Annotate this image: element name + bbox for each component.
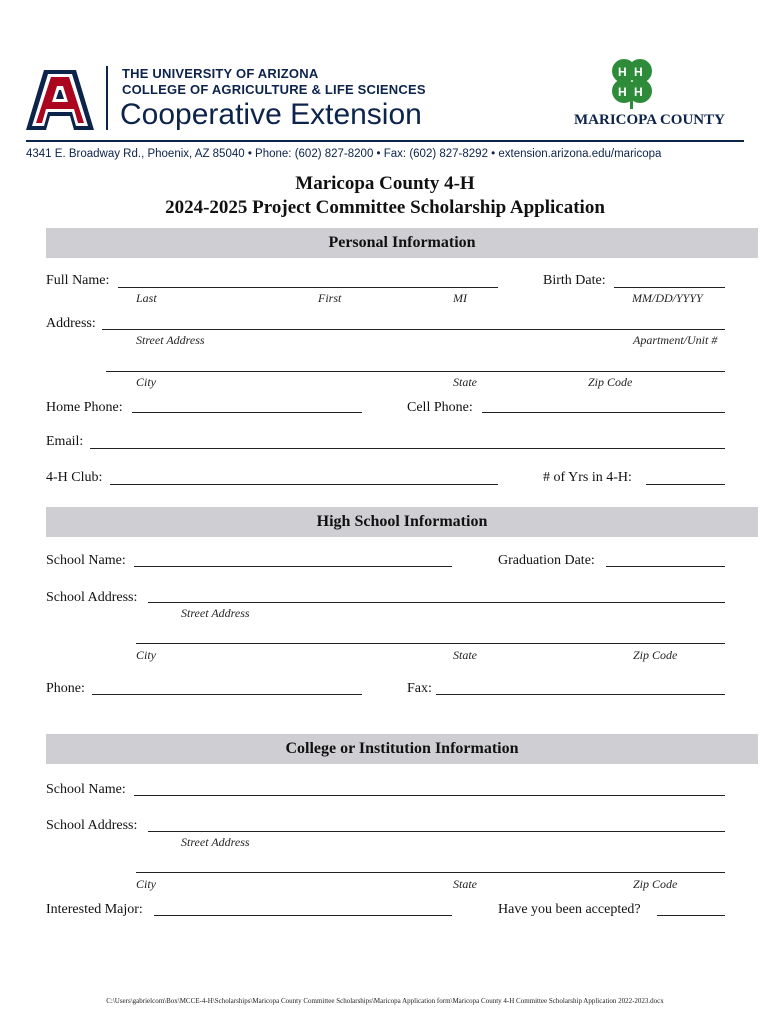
personal-info-header: [46, 228, 758, 258]
home-phone-label: Home Phone:: [46, 400, 123, 415]
ua-logo: [24, 68, 96, 134]
hs-state-hint: State: [453, 648, 477, 662]
logo-divider: [106, 66, 108, 130]
interested-major-field[interactable]: [154, 915, 452, 916]
hs-zip-hint: Zip Code: [633, 648, 678, 662]
hs-fax-label: Fax:: [407, 681, 432, 696]
college-city-state-zip-field[interactable]: [136, 872, 725, 873]
college-info-heading: College or Institution Information: [285, 740, 519, 757]
cell-phone-label: Cell Phone:: [407, 400, 473, 415]
svg-text:H: H: [634, 85, 643, 99]
years-field[interactable]: [646, 484, 725, 485]
birth-date-field[interactable]: [614, 287, 725, 288]
full-name-field[interactable]: [118, 287, 498, 288]
college-street-address-field[interactable]: [148, 831, 725, 832]
graduation-date-field[interactable]: [606, 566, 725, 567]
footer-file-path: C:\Users\gabrielcom\Box\MCCE-4-H\Scholarships\Maricopa County Committee Scholarships\Maricopa Application form\Maricopa County 4-H Committee Scholarship Application 2022-2023.docx: [106, 997, 664, 1005]
college-info-header: [46, 734, 758, 764]
years-label: # of Yrs in 4-H:: [543, 470, 632, 485]
city-hint: City: [136, 375, 156, 389]
email-label: Email:: [46, 434, 84, 449]
college-name: COLLEGE OF AGRICULTURE & LIFE SCIENCES: [122, 82, 426, 97]
hs-phone-field[interactable]: [92, 694, 362, 695]
form-title: Maricopa County 4-H: [295, 173, 475, 194]
city-state-zip-field[interactable]: [106, 371, 725, 372]
form-subtitle: 2024-2025 Project Committee Scholarship Application: [165, 197, 605, 218]
hs-city-hint: City: [136, 648, 156, 662]
college-street-address-hint: Street Address: [181, 835, 250, 849]
full-name-label: Full Name:: [46, 273, 110, 288]
club-field[interactable]: [110, 484, 498, 485]
address-label: Address:: [46, 316, 96, 331]
hs-school-name-label: School Name:: [46, 553, 126, 568]
street-address-hint: Street Address: [136, 333, 205, 347]
svg-text:H: H: [634, 65, 643, 79]
college-city-hint: City: [136, 877, 156, 891]
hs-school-name-field[interactable]: [134, 566, 452, 567]
graduation-date-label: Graduation Date:: [498, 553, 595, 568]
county-label: MARICOPA COUNTY: [574, 112, 725, 128]
club-label: 4-H Club:: [46, 470, 103, 485]
svg-text:H: H: [618, 65, 627, 79]
svg-text:H: H: [618, 85, 627, 99]
four-h-clover-icon: [604, 56, 660, 110]
college-school-name-label: School Name:: [46, 782, 126, 797]
accepted-field[interactable]: [657, 915, 725, 916]
college-school-address-label: School Address:: [46, 818, 138, 833]
header-rule: [26, 140, 744, 142]
first-name-hint: First: [318, 291, 342, 305]
hs-street-address-field[interactable]: [148, 602, 725, 603]
hs-city-state-zip-field[interactable]: [136, 643, 725, 644]
date-format-hint: MM/DD/YYYY: [632, 291, 703, 305]
college-school-name-field[interactable]: [134, 795, 725, 796]
extension-name: Cooperative Extension: [120, 98, 422, 131]
birth-date-label: Birth Date:: [543, 273, 606, 288]
street-address-field[interactable]: [102, 329, 725, 330]
interested-major-label: Interested Major:: [46, 902, 143, 917]
apartment-hint: Apartment/Unit #: [633, 333, 718, 347]
university-name: THE UNIVERSITY OF ARIZONA: [122, 66, 319, 81]
personal-info-heading: Personal Information: [328, 234, 476, 251]
college-state-hint: State: [453, 877, 477, 891]
last-name-hint: Last: [136, 291, 157, 305]
college-zip-hint: Zip Code: [633, 877, 678, 891]
home-phone-field[interactable]: [132, 412, 362, 413]
zip-hint: Zip Code: [588, 375, 633, 389]
hs-street-address-hint: Street Address: [181, 606, 250, 620]
high-school-header: [46, 507, 758, 537]
accepted-label: Have you been accepted?: [498, 902, 641, 917]
contact-line: 4341 E. Broadway Rd., Phoenix, AZ 85040 • Phone: (602) 827-8200 • Fax: (602) 827-8292 • extension.arizona.edu/maricopa: [26, 148, 662, 160]
email-field[interactable]: [90, 448, 725, 449]
high-school-heading: High School Information: [316, 513, 488, 530]
middle-initial-hint: MI: [453, 291, 467, 305]
hs-school-address-label: School Address:: [46, 590, 138, 605]
hs-phone-label: Phone:: [46, 681, 85, 696]
cell-phone-field[interactable]: [482, 412, 725, 413]
state-hint: State: [453, 375, 477, 389]
hs-fax-field[interactable]: [436, 694, 725, 695]
